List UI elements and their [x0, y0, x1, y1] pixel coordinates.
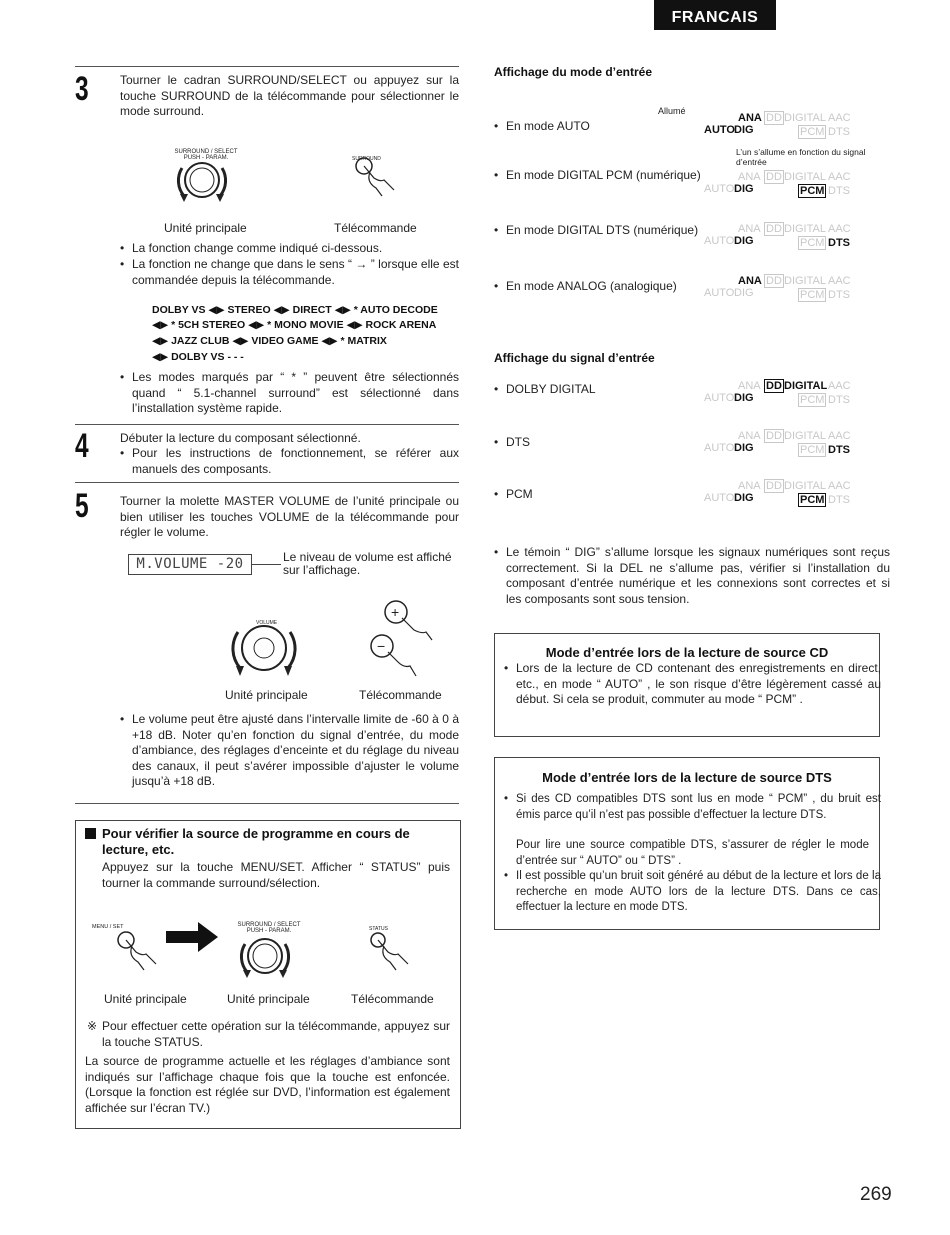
indicator-dig: DIG [734, 183, 754, 195]
square-bullet-icon [85, 828, 96, 839]
indicator-auto: AUTO [704, 442, 735, 454]
dig-note: • Le témoin “ DIG” s’allume lorsque les signaux numériques sont reçus correctement. Si la DEL ne s’allume pas, vérifier si l’installation du composant d’entrée numérique et les connexions sont correctes et si les composants sont sous tension. [494, 545, 890, 607]
indicator-ana: ANA [738, 380, 761, 392]
signal-dolby-digital: • DOLBY DIGITAL [494, 382, 706, 398]
caption-main-unit: Unité principale [227, 992, 310, 1006]
indicator-digital: DIGITAL [784, 480, 826, 492]
signal-title: Affichage du signal d’entrée [494, 351, 655, 365]
step3-bullet-2: • La fonction ne change que dans le sens “ → ” lorsque elle est commandée depuis la télécommande. [120, 257, 459, 288]
leader-line [251, 564, 281, 565]
indicator-dolby-digital [704, 378, 864, 414]
volume-display: M.VOLUME -20 [128, 554, 252, 575]
indicator-auto: AUTO [704, 287, 735, 299]
mode-digital-dts: • En mode DIGITAL DTS (numérique) [494, 223, 726, 239]
signal-dts: • DTS [494, 435, 706, 451]
verify-box-note: Pour effectuer cette opération sur la télécommande, appuyez sur la touche STATUS. [102, 1019, 450, 1049]
indicator-dd: DD [766, 112, 782, 124]
step3-text: Tourner le cadran SURROUND/SELECT ou appuyez sur la touche SURROUND de la télécommande pour sélectionner le mode surround. [120, 73, 459, 118]
volume-display-note: Le niveau de volume est affiché sur l’affichage. [283, 550, 452, 577]
indicator-dts: DTS [828, 185, 850, 197]
mode-sequence-line-4: ◀▶ DOLBY VS - - - [152, 351, 244, 363]
indicator-auto: AUTO [704, 392, 735, 404]
divider [75, 424, 459, 425]
step4-bullet-1: • Pour les instructions de fonctionnement, se référer aux manuels des composants. [120, 446, 459, 477]
verify-box-paragraph: La source de programme actuelle et les réglages d’ambiance sont indiqués sur l’affichage chaque fois que la touche est enfoncée. (Lorsque la fonction est réglée sur DVD, l’information est également affichée sur l’écran TV.) [85, 1054, 450, 1115]
indicator-digital: DIGITAL [784, 171, 826, 183]
svg-text:+: + [391, 604, 400, 620]
svg-text:−: − [377, 638, 386, 654]
indicator-dts: DTS [828, 126, 850, 138]
page-number: 269 [860, 1184, 892, 1205]
indicator-digital: DIGITAL [784, 112, 826, 124]
indicator-dig: DIG [734, 392, 754, 404]
indicator-dts: DTS [828, 494, 850, 506]
indicator-pcm: PCM [800, 126, 825, 138]
mode-sequence-line-3: ◀▶ JAZZ CLUB ◀▶ VIDEO GAME ◀▶ * MATRIX [152, 335, 387, 347]
indicator-dd: DD [766, 223, 782, 235]
divider [75, 482, 459, 483]
indicator-aac: AAC [828, 223, 851, 235]
indicator-digital: DIGITAL [784, 275, 826, 287]
dts-box-bullet-2: • Il est possible qu’un bruit soit généré au début de la lecture et lors de la recherche en mode AUTO lors de la lecture DTS. Dans ce cas, effectuer la lecture en mode DTS. [504, 869, 881, 916]
indicator-digital: DIGITAL [784, 380, 828, 392]
indicator-auto: AUTO [704, 124, 735, 136]
indicator-pcm [704, 169, 864, 205]
indicator-pcm: PCM [800, 394, 825, 406]
indicator-ana: ANA [738, 223, 761, 235]
indicator-aac: AAC [828, 480, 851, 492]
indicator-auto: AUTO [704, 235, 735, 247]
indicator-dts: DTS [828, 289, 850, 301]
indicator-dd: DD [766, 171, 782, 183]
indicator-digital: DIGITAL [784, 430, 826, 442]
indicator-ana: ANA [738, 112, 762, 124]
surround-select-label: SURROUND / SELECT PUSH - PARAM. [237, 922, 301, 934]
indicator-digital: DIGITAL [784, 223, 826, 235]
indicator-dd: DD [766, 480, 782, 492]
indicator-pcm: PCM [800, 494, 825, 506]
indicator-dig: DIG [734, 287, 754, 299]
step4-text: Débuter la lecture du composant sélectionné. [120, 431, 361, 445]
step3-bullet-3: • Les modes marqués par “ * ” peuvent être sélectionnés quand “ 5.1-channel surround” est sélectionné dans l’installation système rapide. [120, 370, 459, 417]
mode-auto: • En mode AUTO [494, 119, 706, 135]
allume-note: L’un s’allume en fonction du signal d’entrée [736, 147, 866, 167]
indicator-dts: DTS [828, 237, 850, 249]
dts-box-bullet-1: • Si des CD compatibles DTS sont lus en mode “ PCM” , du bruit est émis parce qu’il n’est pas possible d’effectuer la lecture DTS. [504, 792, 881, 823]
indicator-ana: ANA [738, 275, 762, 287]
mode-digital-pcm: • En mode DIGITAL PCM (numérique) [494, 168, 726, 184]
divider [75, 803, 459, 804]
step-number-4: 4 [75, 427, 89, 465]
indicator-signal-dts [704, 428, 864, 464]
indicator-ana: ANA [738, 430, 761, 442]
indicator-dig: DIG [734, 442, 754, 454]
indicator-ana: ANA [738, 171, 761, 183]
step5-text: Tourner la molette MASTER VOLUME de l’unité principale ou bien utiliser les touches VOLUME de la télécommande pour régler le volume. [120, 494, 459, 539]
indicator-aac: AAC [828, 171, 851, 183]
indicator-dd: DD [766, 380, 782, 392]
caption-remote: Télécommande [351, 992, 434, 1006]
surround-select-label: SURROUND / SELECT PUSH - PARAM. [174, 149, 238, 161]
indicator-signal-pcm [704, 478, 864, 514]
indicator-dts: DTS [828, 444, 850, 456]
indicator-pcm: PCM [800, 444, 825, 456]
indicator-aac: AAC [828, 275, 851, 287]
volume-knob-label: VOLUME [256, 620, 278, 626]
mode-sequence-line-2: ◀▶ * 5CH STEREO ◀▶ * MONO MOVIE ◀▶ ROCK ARENA [152, 319, 437, 331]
verify-box-text: Appuyez sur la touche MENU/SET. Afficher “ STATUS” puis tourner la commande surround/sélection. [102, 860, 450, 890]
indicator-auto: AUTO [704, 492, 735, 504]
step-number-5: 5 [75, 487, 89, 525]
indicator-dts [704, 221, 864, 257]
signal-pcm: • PCM [494, 487, 706, 503]
language-tab: FRANCAIS [654, 0, 776, 30]
indicator-dig: DIG [734, 235, 754, 247]
indicator-aac: AAC [828, 380, 851, 392]
input-mode-title: Affichage du mode d’entrée [494, 65, 653, 79]
arrow-right-icon [166, 922, 218, 952]
indicator-dig: DIG [734, 124, 754, 136]
divider [75, 66, 459, 67]
indicator-auto [704, 110, 864, 146]
verify-box-title: Pour vérifier la source de programme en cours de lecture, etc. [102, 826, 410, 857]
caption-remote: Télécommande [359, 688, 442, 702]
indicator-analog [704, 273, 864, 309]
cd-box-title: Mode d’entrée lors de la lecture de source CD [545, 645, 829, 660]
menu-set-label: MENU / SET [92, 924, 124, 930]
indicator-pcm: PCM [800, 289, 825, 301]
caption-main-unit: Unité principale [104, 992, 187, 1006]
caption-remote: Télécommande [334, 221, 417, 235]
step-number-3: 3 [75, 70, 89, 108]
indicator-dd: DD [766, 430, 782, 442]
remote-surround-label: SURROUND [352, 156, 381, 162]
remote-volume-buttons-icon [364, 598, 436, 680]
cd-box-bullet: • Lors de la lecture de CD contenant des enregistrements en direct, etc., en mode “ AUTO” , le son risque d’être légèrement cassé au début. Si cela se produit, commuter au mode “ PCM” . [504, 661, 881, 708]
indicator-ana: ANA [738, 480, 761, 492]
caption-main-unit: Unité principale [164, 221, 247, 235]
indicator-aac: AAC [828, 430, 851, 442]
caption-main-unit: Unité principale [225, 688, 308, 702]
indicator-dts: DTS [828, 394, 850, 406]
allume-label: Allumé [658, 106, 686, 116]
dts-box-title: Mode d’entrée lors de la lecture de source DTS [542, 770, 832, 785]
mode-analog: • En mode ANALOG (analogique) [494, 279, 726, 295]
indicator-pcm: PCM [800, 237, 825, 249]
note-mark: ※ [87, 1019, 98, 1033]
step5-bullet-1: • Le volume peut être ajusté dans l’intervalle limite de -60 à 0 à +18 dB. Noter qu’en fonction du signal d’entrée, du mode d’ambiance, des réglages d’enceinte et du réglage du niveau des canaux, il peut s’avérer impossible d’ajuster le volume jusqu’à +18 dB. [120, 712, 459, 790]
indicator-dd: DD [766, 275, 782, 287]
status-label: STATUS [369, 926, 388, 932]
indicator-auto: AUTO [704, 183, 735, 195]
indicator-aac: AAC [828, 112, 851, 124]
step3-bullet-1: • La fonction change comme indiqué ci-dessous. [120, 241, 459, 257]
dts-box-bullet-1b: Pour lire une source compatible DTS, s’assurer de régler le mode d’entrée sur “ AUTO” ou “ DTS” . [516, 839, 869, 867]
indicator-pcm: PCM [800, 185, 825, 197]
indicator-dig: DIG [734, 492, 754, 504]
mode-sequence-line-1: DOLBY VS ◀▶ STEREO ◀▶ DIRECT ◀▶ * AUTO DECODE [152, 304, 438, 316]
